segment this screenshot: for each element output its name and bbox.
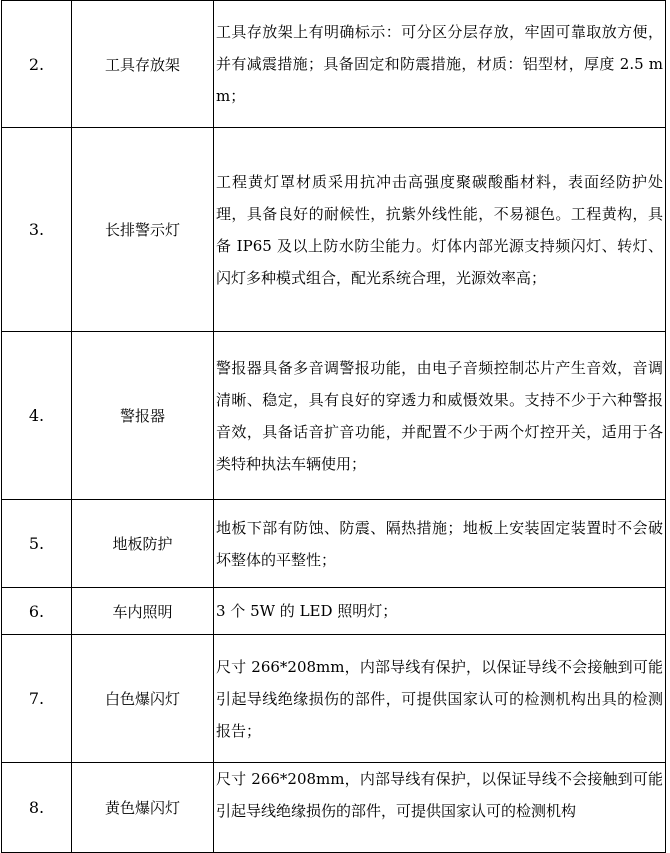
item-description: 警报器具备多音调警报功能，由电子音频控制芯片产生音效，音调清晰、稳定，具有良好的穿透力和威慑效果。支持不少于六种警报音效，具备话音扩音功能，并配置不少于两个灯控开关，适用于各类特种执法车辆使用； <box>214 332 666 500</box>
item-name: 地板防护 <box>72 500 214 588</box>
table-row <box>2 635 666 763</box>
item-description: 工具存放架上有明确标示：可分区分层存放，牢固可靠取放方便，并有减震措施；具备固定和防震措施，材质：铝型材，厚度 2.5 mm； <box>214 1 666 128</box>
item-name: 警报器 <box>72 332 214 500</box>
item-description: 地板下部有防蚀、防震、隔热措施；地板上安装固定装置时不会破坏整体的平整性； <box>214 500 666 588</box>
item-name: 工具存放架 <box>72 1 214 128</box>
row-number: 5. <box>2 500 72 588</box>
item-description: 工程黄灯罩材质采用抗冲击高强度聚碳酸酯材料，表面经防护处理，具备良好的耐候性，抗紫外线性能，不易褪色。工程黄构，具备 IP65 及以上防水防尘能力。灯体内部光源支持频闪灯、转灯、闪灯多种模式组合，配光系统合理，光源效率高； <box>214 128 666 332</box>
row-number: 6. <box>2 588 72 635</box>
row-number: 2. <box>2 1 72 128</box>
item-description: 3 个 5W 的 LED 照明灯； <box>214 588 666 635</box>
spec-table <box>1 0 666 853</box>
item-description: 尺寸 266*208mm，内部导线有保护，以保证导线不会接触到可能引起导线绝缘损伤的部件，可提供国家认可的检测机构出具的检测报告； <box>214 635 666 763</box>
table-row <box>2 588 666 635</box>
table-row <box>2 1 666 128</box>
table-row <box>2 500 666 588</box>
item-name: 长排警示灯 <box>72 128 214 332</box>
row-number: 7. <box>2 635 72 763</box>
table-row <box>2 128 666 332</box>
item-name: 白色爆闪灯 <box>72 635 214 763</box>
item-description: 尺寸 266*208mm，内部导线有保护，以保证导线不会接触到可能引起导线绝缘损伤的部件，可提供国家认可的检测机构 <box>214 763 666 853</box>
item-name: 黄色爆闪灯 <box>72 763 214 853</box>
row-number: 8. <box>2 763 72 853</box>
table-row <box>2 332 666 500</box>
row-number: 4. <box>2 332 72 500</box>
item-name: 车内照明 <box>72 588 214 635</box>
row-number: 3. <box>2 128 72 332</box>
table-row <box>2 763 666 853</box>
